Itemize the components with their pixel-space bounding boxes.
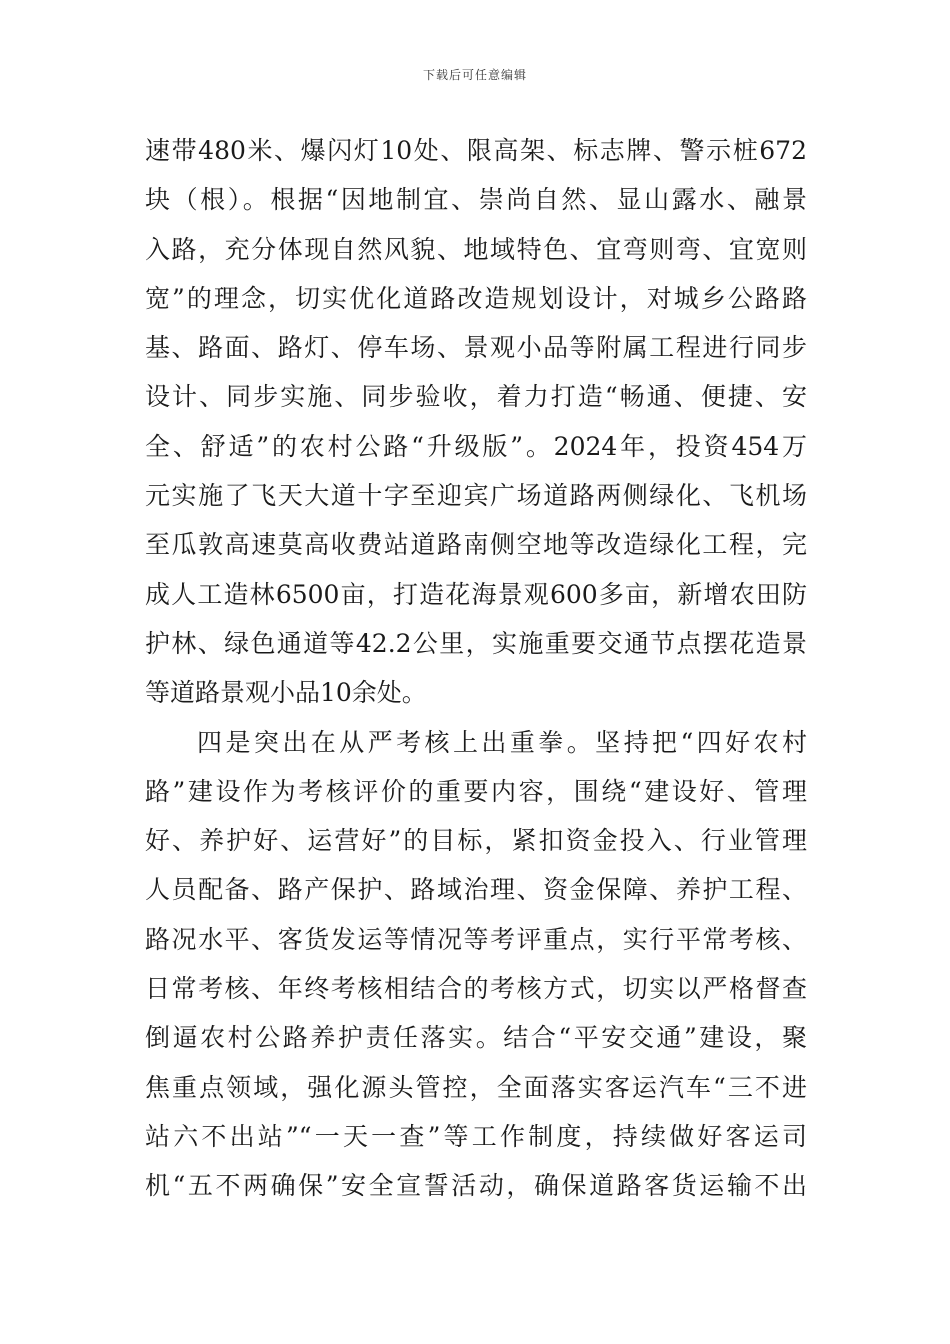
text-line: 块（根）。根据“因地制宜、崇尚自然、显山露水、融景 <box>145 185 807 215</box>
text-line: 机“五不两确保”安全宣誓活动，确保道路客货运输不出 <box>145 1171 807 1201</box>
text-line: 基、路面、路灯、停车场、景观小品等附属工程进行同步 <box>145 333 807 363</box>
text-line: 元实施了飞天大道十字至迎宾广场道路两侧绿化、飞机场 <box>145 481 807 511</box>
page-header: 下载后可任意编辑 <box>422 68 527 82</box>
text-line: 路况水平、客货发运等情况等考评重点，实行平常考核、 <box>145 924 807 954</box>
text-line: 成人工造林6500亩，打造花海景观600多亩，新增农田防 <box>145 579 807 609</box>
text-line: 站六不出站”“一天一查”等工作制度，持续做好客运司 <box>145 1121 807 1151</box>
document-body <box>145 126 807 1211</box>
text-line: 设计、同步实施、同步验收，着力打造“畅通、便捷、安 <box>145 382 807 412</box>
text-line: 至瓜敦高速莫高收费站道路南侧空地等改造绿化工程，完 <box>145 530 807 560</box>
text-line: 全、舒适”的农村公路“升级版”。2024年，投资454万 <box>145 431 807 461</box>
text-line: 日常考核、年终考核相结合的考核方式，切实以严格督查 <box>145 974 807 1004</box>
paragraph-start-line: 四是突出在从严考核上出重拳。坚持把“四好农村 <box>197 727 807 757</box>
text-line: 入路，充分体现自然风貌、地域特色、宜弯则弯、宜宽则 <box>145 234 807 264</box>
text-line: 护林、绿色通道等42.2公里，实施重要交通节点摆花造景 <box>145 628 807 658</box>
paragraph-end-line: 等道路景观小品10余处。 <box>145 678 427 708</box>
text-line: 宽”的理念，切实优化道路改造规划设计，对城乡公路路 <box>145 283 807 313</box>
text-line: 路”建设作为考核评价的重要内容，围绕“建设好、管理 <box>145 776 807 806</box>
text-line: 好、养护好、运营好”的目标，紧扣资金投入、行业管理 <box>145 826 807 856</box>
text-line: 人员配备、路产保护、路域治理、资金保障、养护工程、 <box>145 875 807 905</box>
text-line: 倒逼农村公路养护责任落实。结合“平安交通”建设，聚 <box>145 1023 807 1053</box>
text-line: 焦重点领域，强化源头管控，全面落实客运汽车“三不进 <box>145 1072 807 1102</box>
text-line: 速带480米、爆闪灯10处、限高架、标志牌、警示桩672 <box>145 136 807 165</box>
